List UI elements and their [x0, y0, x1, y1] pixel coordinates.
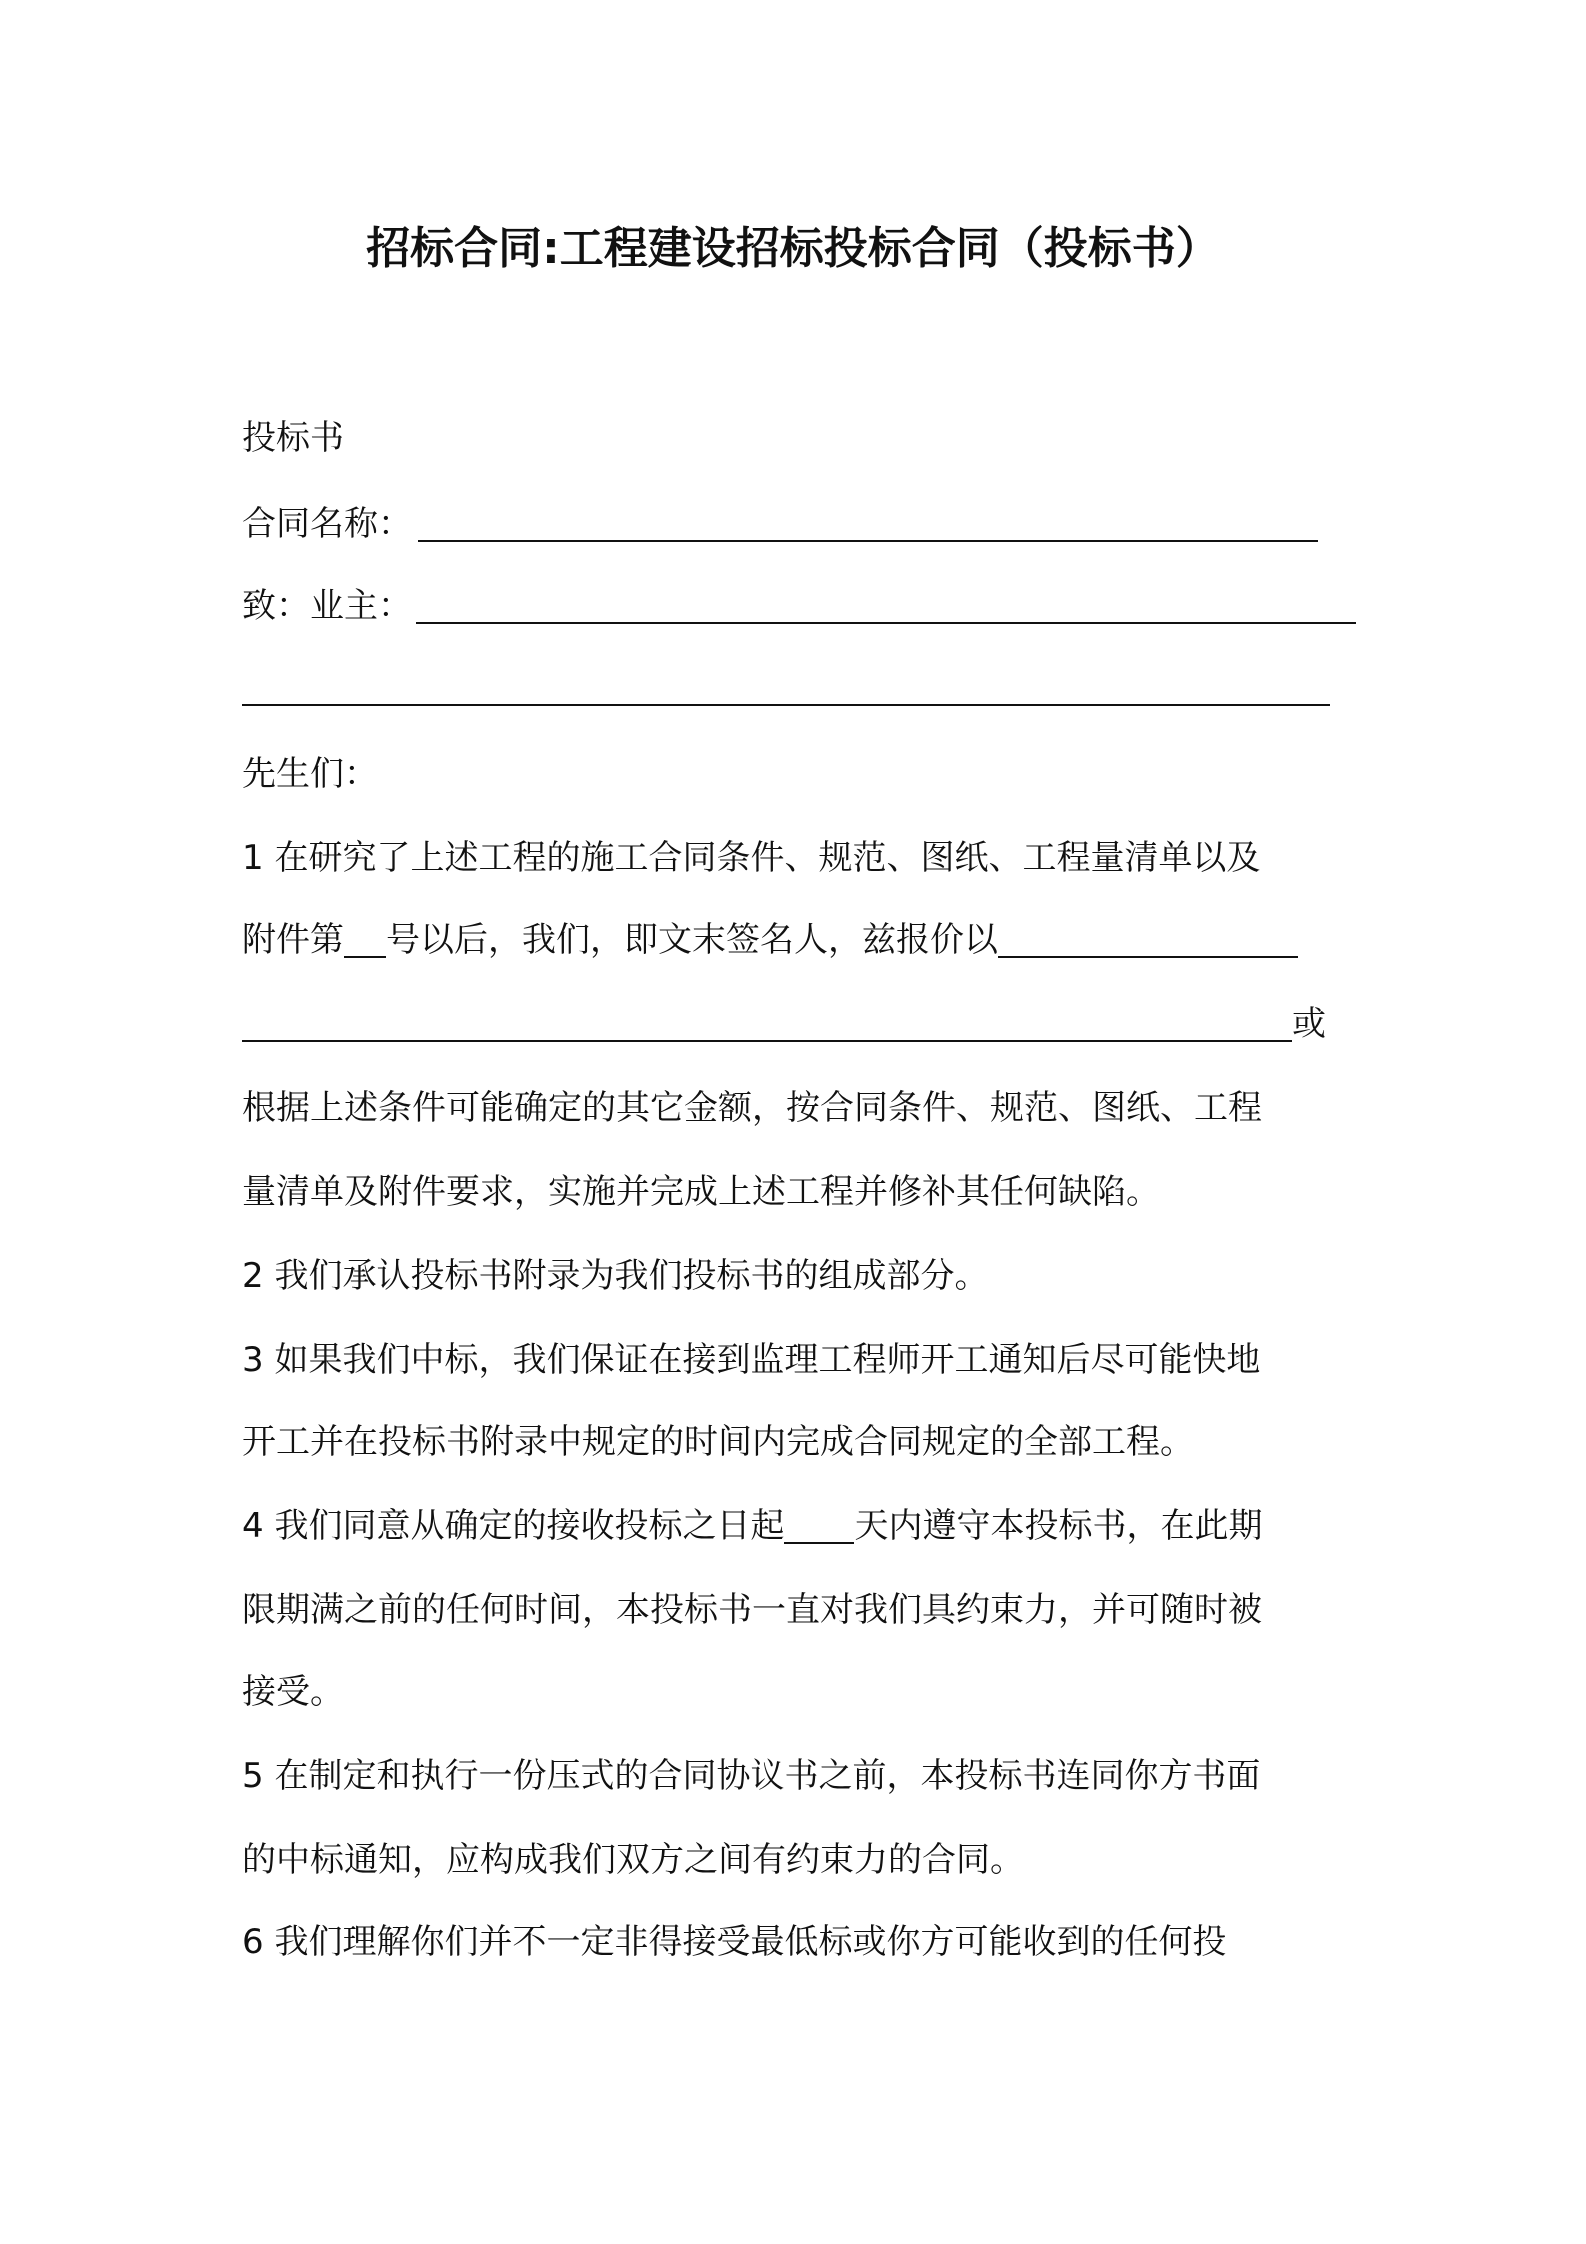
- to-owner-row: [242, 584, 1356, 628]
- paragraph-text: 6 我们理解你们并不一定非得接受最低标或你方可能收到的任何投: [242, 1922, 1227, 1962]
- paragraph-text: 开工并在投标书附录中规定的时间内完成合同规定的全部工程。: [242, 1422, 1194, 1462]
- paragraph-5-line-2: [242, 1838, 1024, 1882]
- paragraph-3-line-2: [242, 1420, 1194, 1464]
- paragraph-text: 附件第: [242, 920, 344, 960]
- salutation-text: 先生们：: [242, 754, 378, 794]
- paragraph-text: 3 如果我们中标，我们保证在接到监理工程师开工通知后尽可能快地: [242, 1340, 1261, 1380]
- paragraph-text: 4 我们同意从确定的接收投标之日起: [242, 1506, 785, 1546]
- paragraph-6-line-1: [242, 1920, 1226, 1964]
- paragraph-4-line-2: [242, 1588, 1262, 1632]
- paragraph-text: 根据上述条件可能确定的其它金额，按合同条件、规范、图纸、工程: [242, 1088, 1262, 1128]
- salutation-row: [242, 752, 378, 796]
- paragraph-5-line-1: [242, 1754, 1260, 1798]
- days-blank: [784, 1508, 854, 1544]
- paragraph-text: 5 在制定和执行一份压式的合同协议书之前，本投标书连同你方书面: [242, 1756, 1261, 1796]
- attachment-number-blank: [344, 922, 386, 958]
- paragraph-text: 2 我们承认投标书附录为我们投标书的组成部分。: [242, 1256, 989, 1296]
- contract-name-label: 合同名称：: [242, 504, 412, 544]
- to-owner-blank: [416, 588, 1356, 624]
- paragraph-1-line-3: [242, 1002, 1326, 1046]
- paragraph-4-line-3: [242, 1670, 344, 1714]
- section-heading: [242, 416, 344, 460]
- paragraph-text: 限期满之前的任何时间，本投标书一直对我们具约束力，并可随时被: [242, 1590, 1262, 1630]
- owner-blank-line: [242, 704, 1330, 706]
- paragraph-text: 接受。: [242, 1672, 344, 1712]
- paragraph-text: 1 在研究了上述工程的施工合同条件、规范、图纸、工程量清单以及: [242, 838, 1261, 878]
- paragraph-1-line-5: [242, 1170, 1160, 1214]
- paragraph-2-line-1: [242, 1254, 988, 1298]
- document-title: 招标合同:工程建设招标投标合同（投标书）: [366, 223, 1220, 274]
- paragraph-3-line-1: [242, 1338, 1260, 1382]
- paragraph-1-line-2: [242, 918, 1298, 962]
- paragraph-1-line-4: [242, 1086, 1262, 1130]
- contract-name-row: [242, 502, 1318, 546]
- price-words-blank: [242, 1006, 1292, 1042]
- heading-text: 投标书: [242, 418, 344, 458]
- to-owner-label: 致：业主：: [242, 586, 412, 626]
- price-blank: [998, 922, 1298, 958]
- paragraph-1-line-1: [242, 836, 1260, 880]
- paragraph-text: 或: [1292, 1004, 1326, 1044]
- contract-name-blank: [418, 506, 1318, 542]
- paragraph-text: 量清单及附件要求，实施并完成上述工程并修补其任何缺陷。: [242, 1172, 1160, 1212]
- paragraph-text: 的中标通知，应构成我们双方之间有约束力的合同。: [242, 1840, 1024, 1880]
- paragraph-4-line-1: [242, 1504, 1262, 1548]
- paragraph-text: 号以后，我们，即文末签名人，兹报价以: [386, 920, 998, 960]
- paragraph-text: 天内遵守本投标书，在此期: [854, 1506, 1263, 1546]
